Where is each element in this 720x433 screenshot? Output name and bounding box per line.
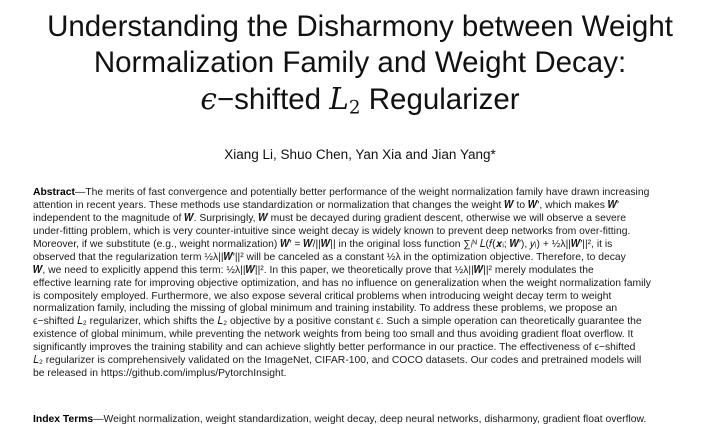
paper-title <box>0 9 720 127</box>
title-line-2: Normalization Family and Weight Decay: <box>93 46 627 79</box>
abstract-line: under-fitting problem, which is very counter-intuitive since weight decay is widely known to prevent deep networks from over-fitting. <box>33 225 631 237</box>
title-line-3 <box>0 81 720 127</box>
abstract-line: Moreover, if we substitute (e.g., weight normalization) 𝑾′ = 𝑾/||𝑾|| in the original loss function ∑ᵢᴺ 𝐿(𝑓(𝒙ᵢ; 𝑾′), 𝑦ᵢ) + ½λ||𝑾′||², it is <box>33 238 613 250</box>
author-list: Xiang Li, Shuo Chen, Yan Xia and Jian Yang* <box>224 147 496 162</box>
abstract <box>33 187 689 381</box>
abstract-line: existence of global minimum, while preventing the network weights from being too small and thus avoiding gradient float overflow. It <box>33 329 634 341</box>
abstract-line: 𝑾, we need to explicitly append this term: ½λ||𝑾||². In this paper, we theoretically prove that ½λ||𝑾||² merely modulates the <box>33 264 594 276</box>
title-regularizer-word: Regularizer <box>368 83 520 116</box>
title-line-1: Understanding the Disharmony between Weight <box>47 10 673 43</box>
index-terms-label: Index Terms <box>33 414 94 425</box>
abstract-line: ϵ−shifted 𝐿₂ regularizer, which shifts the 𝐿₂ objective by a positive constant ϵ. Such a simple operation can theoretically guarantee the <box>33 316 642 328</box>
title-shifted-word: shifted <box>234 83 322 116</box>
abstract-line: normalization family, including the missing of global minimum and training instability. To address these problems, we propose an <box>33 303 618 315</box>
title-epsilon: ϵ <box>200 82 217 116</box>
abstract-label: Abstract <box>33 187 75 198</box>
abstract-line: is compositely employed. Furthermore, we also expose several critical problems when introducing weight decay term to weight <box>33 290 612 302</box>
title-l2-symbol: $L_2$ <box>329 82 361 119</box>
abstract-line: Abstract—The merits of fast convergence and potentially better performance of the weight normalization family have drawn increasing <box>33 187 650 198</box>
abstract-line: observed that the regularization term ½λ||𝑾′||² will be canceled as a constant ½λ in the optimization objective. Therefore, to decay <box>33 251 626 263</box>
abstract-line: significantly improves the training stability and can achieve slightly better performance in our practice. The effectiveness of ϵ−shifted <box>33 342 636 354</box>
abstract-line: independent to the magnitude of 𝑾. Surprisingly, 𝑾 must be decayed during gradient descent, otherwise we will observe a severe <box>33 212 626 224</box>
index-terms <box>33 413 693 426</box>
abstract-line: effective learning rate for improving objective optimization, and has no influence on generalization when the weight normalization family <box>33 277 651 289</box>
abstract-line: be released in https://github.com/implus/PytorchInsight. <box>33 368 287 380</box>
title-minus: − <box>216 83 235 116</box>
abstract-line: 𝐿₂ regularizer is comprehensively validated on the ImageNet, CIFAR-100, and COCO datasets. Our codes and pretrained models will <box>33 355 642 367</box>
index-terms-text: —Weight normalization, weight standardization, weight decay, deep neural networks, disharmony, gradient float overflow. <box>93 414 647 425</box>
abstract-line: attention in recent years. These methods use standardization or normalization that changes the weight 𝑾 to 𝑾′, which makes 𝑾′ <box>33 199 620 211</box>
